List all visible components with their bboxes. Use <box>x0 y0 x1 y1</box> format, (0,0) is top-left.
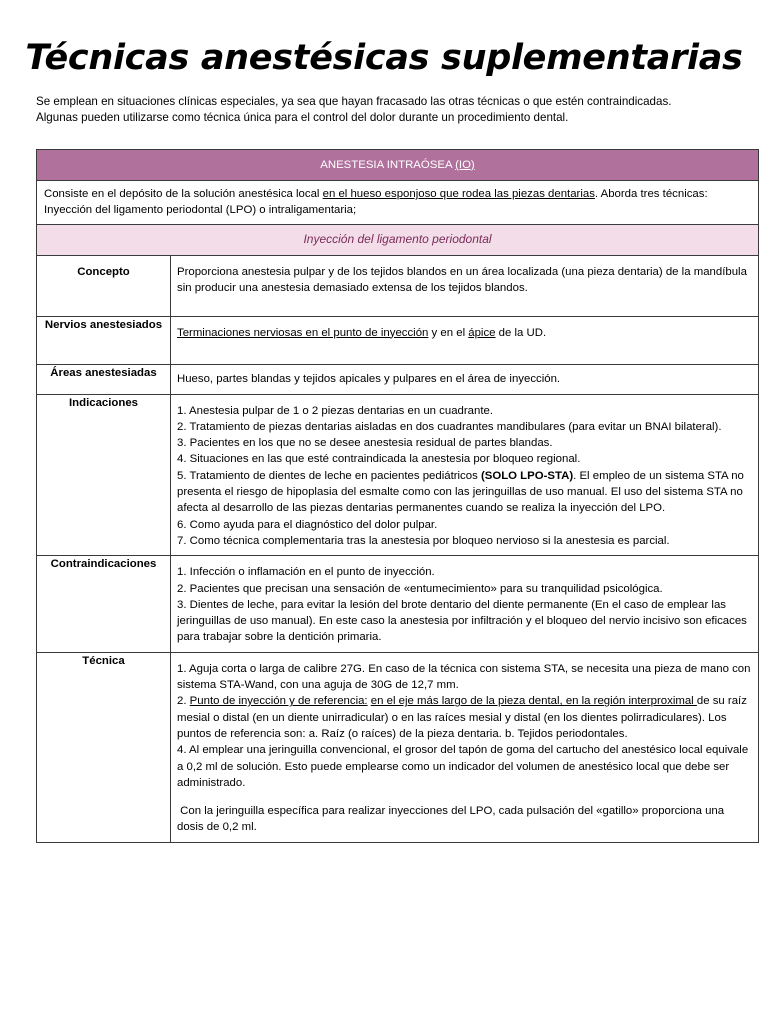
description-part-2: . Aborda tres técnicas: Inyección del ligamento periodontal (LPO) o intraligamentaria; <box>44 188 708 217</box>
indicacion-6: 6. Como ayuda para el diagnóstico del dolor pulpar. <box>177 518 438 531</box>
indicacion-5-a: 5. Tratamiento de dientes de leche en pacientes pediátricos <box>177 469 481 482</box>
row-text-tecnica <box>171 652 759 842</box>
subheader: Inyección del ligamento periodontal <box>37 224 759 255</box>
indicacion-3: 3. Pacientes en los que no se desee anestesia residual de partes blandas. <box>177 437 553 450</box>
tecnica-4: 4. Al emplear una jeringuilla convencional, el grosor del tapón de goma del cartucho del anestésico local equivale a 0,2 ml de solución. Esto puede emplearse como un indicador del volumen de anestésico local que debe ser administrado. <box>177 744 749 789</box>
tecnica-2-rest: de su raíz mesial o distal (en un diente unirradicular) o en las raíces mesial y distal (en los dientes polirradiculares). Los puntos de referencia son: a. Raíz (o raíces) de la pieza dentaria. b. Tejidos periodontales. <box>177 695 747 740</box>
tecnica-2-underlined: en el eje más largo de la pieza dental, en la región interproximal <box>370 695 697 708</box>
nervios-underlined-2: ápice <box>468 326 496 339</box>
indicacion-5 <box>177 468 752 517</box>
anesthesia-table <box>36 149 759 843</box>
row-text-concepto: Proporciona anestesia pulpar y de los tejidos blandos en un área localizada (una pieza dentaria) de la mandíbula sin producir una anestesia demasiado extensa de los tejidos blandos. <box>171 255 759 316</box>
contraindicacion-3: 3. Dientes de leche, para evitar la lesión del brote dentario del diente permanente (En el caso de emplear las jeringuillas de uso manual). En este caso la anestesia por infiltración y el bloqueo del nervio incisivo son eficaces para trabajar sobre la dentición primaria. <box>177 598 747 644</box>
indicacion-5-bold: (SOLO LPO-STA) <box>480 469 574 482</box>
row-label-nervios: Nervios anestesiados <box>37 316 171 364</box>
row-label-indicaciones: Indicaciones <box>37 394 171 556</box>
header-text: ANESTESIA INTRAÓSEA <box>320 158 456 171</box>
indicacion-5-c: . El empleo de un sistema STA no presenta el riesgo de hipoplasia del esmalte como con las jeringuillas de uso manual. El uso del sistema STA no afecta al desarrollo de las piezas dentarias permanentes cuando se realiza la inyección del LPO. <box>177 469 744 515</box>
intro-paragraph <box>36 94 764 126</box>
tecnica-2-heading: Punto de inyección y de referencia: <box>189 695 368 708</box>
row-text-indicaciones <box>171 394 759 556</box>
indicacion-7: 7. Como técnica complementaria tras la anestesia por bloqueo nervioso si la anestesia es parcial. <box>177 534 670 547</box>
nervios-underlined-1: Terminaciones nerviosas en el punto de inyección <box>177 326 429 339</box>
row-text-areas: Hueso, partes blandas y tejidos apicales y pulpares en el área de inyección. <box>171 364 759 394</box>
row-label-areas: Áreas anestesiadas <box>37 364 171 394</box>
tecnica-5: Con la jeringuilla específica para realizar inyecciones del LPO, cada pulsación del «gatillo» proporciona una dosis de 0,2 ml. <box>177 805 728 834</box>
intro-line-2: Algunas pueden utilizarse como técnica única para el control del dolor durante un procedimiento dental. <box>36 111 569 124</box>
contraindicacion-2: 2. Pacientes que precisan una sensación de «entumecimiento» para su tranquilidad psicológica. <box>177 582 663 595</box>
tecnica-1: 1. Aguja corta o larga de calibre 27G. En caso de la técnica con sistema STA, se necesita una pieza de mano con sistema STA-Wand, con una aguja de 30G de 12,7 mm. <box>177 662 751 692</box>
table-header <box>37 150 759 181</box>
indicacion-1: 1. Anestesia pulpar de 1 o 2 piezas dentarias en un cuadrante. <box>177 404 493 417</box>
contraindicacion-1: 1. Infección o inflamación en el punto de inyección. <box>177 566 435 579</box>
indicacion-4: 4. Situaciones en las que esté contraindicada la anestesia por bloqueo regional. <box>177 453 581 466</box>
indicacion-2: 2. Tratamiento de piezas dentarias aisladas en dos cuadrantes mandibulares (para evitar un BNAI bilateral). <box>177 420 722 433</box>
description-underlined: en el hueso esponjoso que rodea las piezas dentarias <box>322 188 595 200</box>
row-label-tecnica: Técnica <box>37 652 171 842</box>
nervios-end: de la UD. <box>495 326 547 339</box>
row-label-concepto: Concepto <box>37 255 171 316</box>
page-title: Técnicas anestésicas suplementarias <box>25 38 743 78</box>
description-part-1: Consiste en el depósito de la solución anestésica local <box>44 188 323 200</box>
intro-line-1: Se emplean en situaciones clínicas especiales, ya sea que hayan fracasado las otras técnicas o que estén contraindicadas. <box>36 95 672 108</box>
description-cell <box>37 181 759 225</box>
row-text-nervios <box>171 316 759 364</box>
tecnica-2 <box>177 693 752 742</box>
header-abbr: (IO) <box>455 158 475 171</box>
tecnica-2-num: 2. <box>177 695 190 708</box>
row-label-contraindicaciones: Contraindicaciones <box>37 556 171 652</box>
nervios-mid: y en el <box>428 326 469 339</box>
row-text-contraindicaciones <box>171 556 759 652</box>
